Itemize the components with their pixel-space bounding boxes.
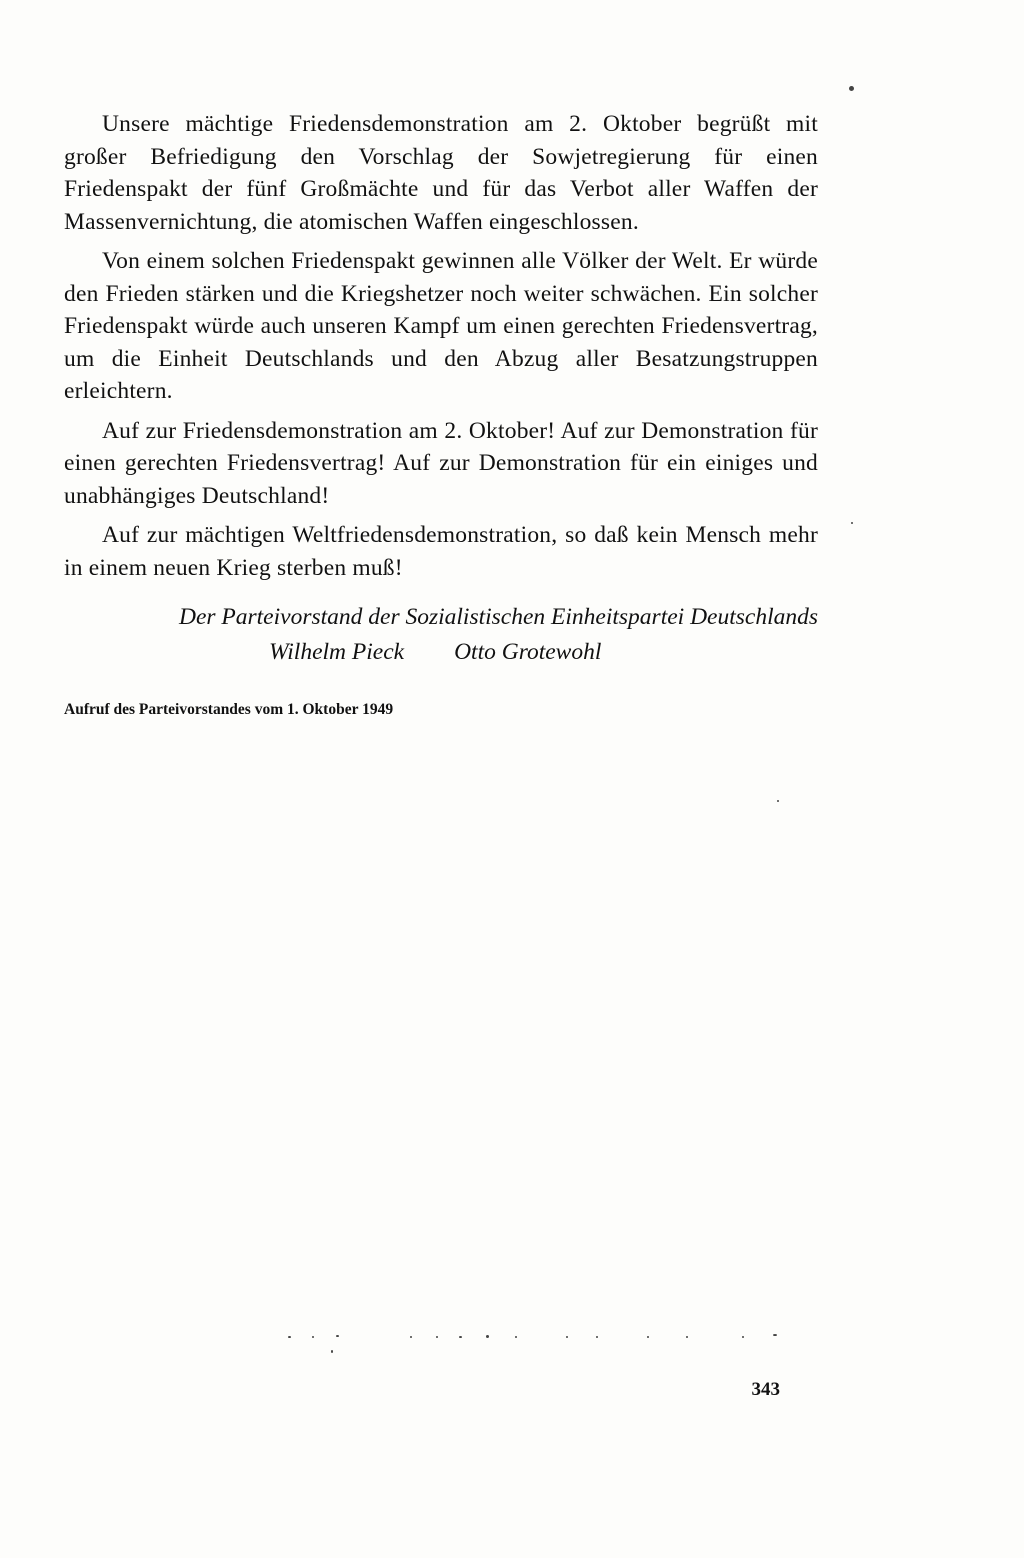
scan-speck: [851, 522, 853, 524]
scan-speck: [742, 1336, 744, 1338]
paragraph-2: Von einem solchen Friedenspakt gewinnen alle Völker der Welt. Er würde den Frieden stärken und die Kriegshetzer noch weiter schwächen. Ein solcher Friedenspakt würde auch unseren Kampf um einen gerechten Friedensvertrag, um die Einheit Deutschlands und den Abzug aller Besatzungstruppen erleichtern.: [64, 248, 818, 404]
scan-speck: [777, 800, 779, 802]
scan-speck: [566, 1336, 568, 1338]
signatory-name-1: Wilhelm Pieck: [269, 639, 405, 665]
signature-organization: Der Parteivorstand der Sozialistischen Einheitspartei Deutschlands: [178, 604, 818, 630]
scan-speck: [336, 1335, 339, 1337]
scan-speck: [436, 1336, 438, 1338]
scan-speck: [331, 1350, 333, 1353]
scan-speck: [486, 1335, 489, 1338]
scan-speck: [686, 1336, 688, 1338]
signatory-name-2: Otto Grotewohl: [454, 639, 602, 665]
scan-speck: [288, 1336, 291, 1338]
scan-speck: [459, 1336, 462, 1338]
signature-names: [64, 635, 818, 670]
paragraph-1: Unsere mächtige Friedensdemonstration am 2. Oktober begrüßt mit großer Befriedigung den Vorschlag der Sowjetregierung für einen Friedenspakt der fünf Großmächte und für das Verbot aller Waffen der Massenvernichtung, die atomischen Waffen eingeschlossen.: [64, 111, 818, 235]
scan-speck: [312, 1336, 314, 1338]
paragraph-3: Auf zur Friedensdemonstration am 2. Oktober! Auf zur Demonstration für einen gerechten Friedensvertrag! Auf zur Demonstration für ein einiges und unabhängiges Deutschland!: [64, 417, 818, 509]
page-number: 343: [751, 1379, 780, 1400]
scan-speck: [410, 1336, 412, 1338]
scan-speck: [849, 86, 854, 91]
scan-speck: [596, 1336, 598, 1338]
scan-speck: [773, 1334, 777, 1336]
source-note: Aufruf des Parteivorstandes vom 1. Oktober 1949: [64, 701, 394, 718]
paragraph-4: Auf zur mächtigen Weltfriedensdemonstration, so daß kein Mensch mehr in einem neuen Krieg sterben muß!: [64, 522, 818, 581]
signature-block: [64, 600, 818, 670]
scan-speck: [647, 1336, 649, 1338]
scan-speck: [515, 1336, 517, 1338]
body-text: [64, 108, 818, 591]
